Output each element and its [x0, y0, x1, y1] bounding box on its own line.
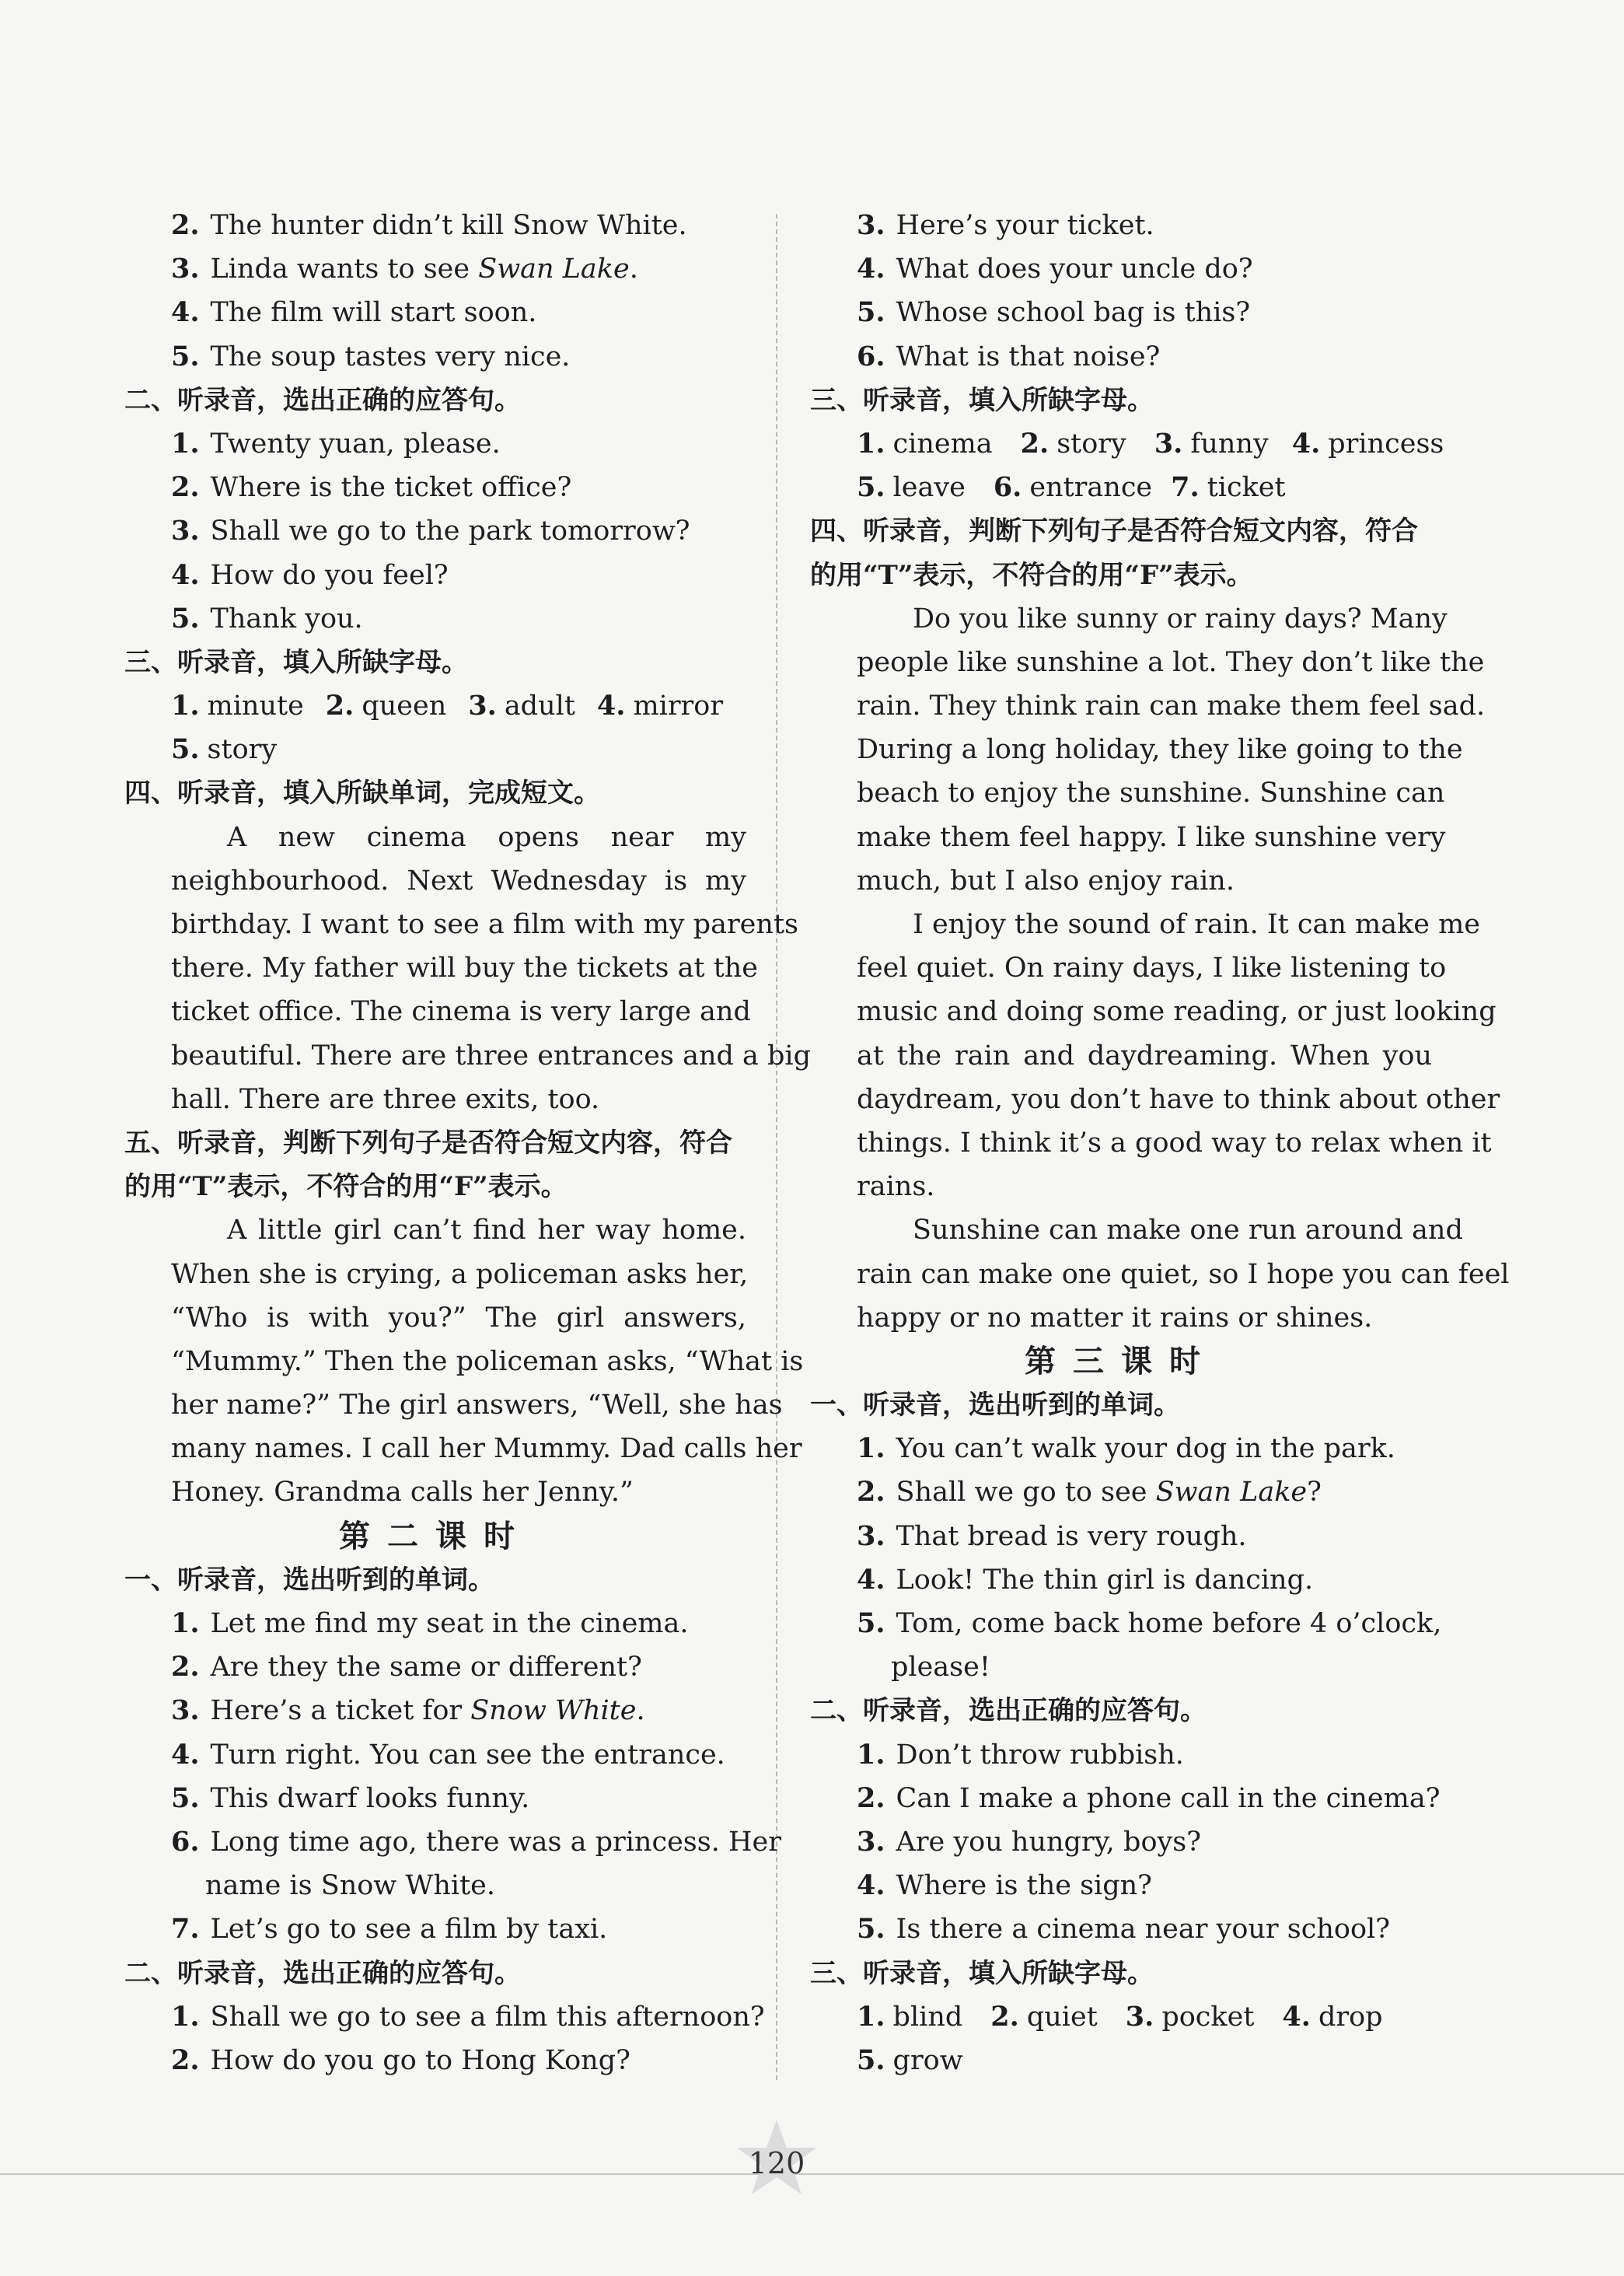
item-text: blind	[892, 2001, 963, 2033]
item-number: 5.	[171, 733, 200, 766]
item-number: 4.	[1291, 427, 1321, 460]
answer-row	[810, 1995, 1432, 2039]
paragraph-line: feel quiet. On rainy days, I like listening to	[857, 953, 1447, 984]
item-text: pocket	[1161, 2001, 1255, 2033]
item-number: 2.	[171, 1651, 200, 1683]
item-text: Let’s go to see a film by taxi.	[210, 1914, 608, 1946]
item-number: 3.	[857, 209, 885, 241]
item-number: 3.	[1154, 427, 1183, 460]
list-item	[124, 335, 746, 379]
item-number: 1.	[857, 427, 885, 460]
lesson-title: 第二课时	[339, 1517, 532, 1554]
list-item	[810, 1733, 1432, 1777]
item-text: Linda wants to see	[210, 253, 479, 285]
item-number: 1.	[857, 1738, 885, 1771]
item-number: 2.	[171, 471, 200, 504]
item-number: 4.	[171, 558, 200, 591]
list-item	[810, 204, 1432, 247]
paragraph	[124, 1208, 804, 1514]
item-text: Look! The thin girl is dancing.	[896, 1564, 1314, 1596]
paragraph-line: I enjoy the sound of rain. It can make me	[913, 909, 1481, 940]
paragraph-line: “Mummy.” Then the policeman asks, “What is	[171, 1345, 804, 1377]
section-heading: 的用“T”表示，不符合的用“F”表示。	[810, 559, 1253, 591]
item-text: Twenty yuan, please.	[210, 428, 501, 460]
item-text: Whose school bag is this?	[896, 297, 1251, 329]
paragraph-line: beach to enjoy the sunshine. Sunshine can	[857, 778, 1445, 809]
list-item	[124, 2039, 746, 2082]
item-text: quiet	[1026, 2001, 1098, 2033]
item-number: 1.	[857, 1432, 885, 1465]
list-item	[124, 509, 746, 553]
item-number: 4.	[857, 253, 885, 285]
item-text: grow	[892, 2044, 963, 2076]
paragraph-line: beautiful. There are three entrances and a big	[171, 1040, 812, 1072]
answer-item	[171, 684, 304, 728]
item-number: 6.	[171, 1825, 200, 1858]
item-number: 2.	[1020, 427, 1049, 460]
paragraph-line: music and doing some reading, or just looking	[857, 996, 1497, 1028]
list-item	[124, 466, 746, 509]
answer-item	[468, 684, 575, 728]
item-title: Swan Lake	[478, 253, 630, 285]
item-number: 7.	[1171, 471, 1200, 504]
item-text: That bread is very rough.	[896, 1520, 1247, 1552]
paragraph-line: there. My father will buy the tickets at the	[171, 953, 759, 984]
item-text: cinema	[892, 428, 993, 460]
item-text: name is Snow White.	[205, 1870, 496, 1902]
paragraph-line: at the rain and daydreaming. When you	[857, 1040, 1432, 1072]
list-item	[810, 1777, 1441, 1820]
list-item	[124, 1777, 746, 1820]
paragraph-line: Sunshine can make one run around and	[913, 1215, 1463, 1246]
item-number: 4.	[171, 1738, 200, 1771]
item-text: mirror	[633, 690, 724, 722]
paragraph-line: A new cinema opens near my	[227, 821, 746, 853]
answer-item	[1282, 1995, 1382, 2039]
item-text: Shall we go to see	[896, 1477, 1156, 1509]
item-number: 3.	[1125, 2000, 1154, 2033]
item-number: 4.	[857, 1869, 885, 1902]
item-text: The soup tastes very nice.	[210, 341, 571, 372]
item-number: 1.	[171, 690, 200, 722]
item-text: Shall we go to the park tomorrow?	[210, 516, 690, 547]
item-number: 5.	[171, 1781, 200, 1814]
paragraph-line: Honey. Grandma calls her Jenny.”	[171, 1477, 634, 1509]
paragraph-line: much, but I also enjoy rain.	[857, 865, 1235, 897]
item-number: 1.	[171, 1607, 200, 1639]
item-punct: .	[636, 1695, 645, 1727]
left-column	[124, 204, 812, 2082]
item-text: princess	[1328, 428, 1444, 460]
item-punct: .	[629, 253, 638, 285]
paragraph-line: rain. They think rain can make them feel sad.	[857, 690, 1486, 722]
section-heading: 三、听录音，填入所缺字母。	[124, 646, 468, 678]
list-item	[124, 1602, 746, 1645]
list-item	[810, 1470, 1432, 1514]
list-item	[810, 247, 1432, 291]
list-item	[124, 1645, 746, 1689]
section-heading: 三、听录音，填入所缺字母。	[810, 1957, 1154, 1989]
answer-row	[124, 684, 746, 728]
list-item	[124, 1820, 781, 1864]
item-text: How do you go to Hong Kong?	[210, 2044, 630, 2076]
answer-item	[990, 1995, 1097, 2039]
paragraph	[124, 816, 812, 1121]
item-number: 5.	[171, 602, 200, 635]
paragraph	[810, 597, 1486, 903]
answer-item	[857, 2039, 963, 2082]
paragraph-line: When she is crying, a policeman asks her,	[171, 1258, 749, 1290]
section-heading: 五、听录音，判断下列句子是否符合短文内容，符合	[124, 1127, 732, 1159]
list-item	[810, 1558, 1432, 1602]
item-number: 5.	[171, 340, 200, 372]
paragraph-line: daydream, you don’t have to think about other	[857, 1083, 1500, 1115]
paragraph-line: Do you like sunny or rainy days? Many	[913, 603, 1448, 635]
paragraph-line: happy or no matter it rains or shines.	[857, 1302, 1373, 1334]
item-number: 3.	[171, 253, 200, 285]
item-text: What does your uncle do?	[896, 253, 1253, 285]
paragraph-line: people like sunshine a lot. They don’t like the	[857, 646, 1485, 678]
item-text: queen	[361, 690, 447, 722]
answer-item	[597, 684, 723, 728]
paragraph-line: “Who is with you?” The girl answers,	[171, 1302, 746, 1334]
section-heading: 一、听录音，选出听到的单词。	[124, 1564, 494, 1596]
list-item	[124, 204, 746, 247]
item-number: 2.	[325, 690, 354, 722]
section-heading: 二、听录音，选出正确的应答句。	[124, 1957, 521, 1989]
paragraph-line: things. I think it’s a good way to relax when it	[857, 1127, 1492, 1159]
column-divider	[776, 214, 777, 2080]
right-column	[810, 204, 1510, 2082]
item-number: 4.	[1282, 2000, 1311, 2033]
answer-item	[1171, 466, 1285, 509]
section-heading: 四、听录音，填入所缺单词，完成短文。	[124, 778, 600, 809]
list-item	[124, 1689, 746, 1732]
list-item	[124, 1995, 765, 2039]
item-title: Snow White	[470, 1695, 637, 1727]
item-text: Tom, come back home before 4 o’clock,	[896, 1608, 1442, 1639]
section-heading: 二、听录音，选出正确的应答句。	[810, 1695, 1207, 1727]
list-item	[124, 597, 746, 641]
paragraph-line: her name?” The girl answers, “Well, she has	[171, 1390, 783, 1421]
item-number: 4.	[171, 296, 200, 329]
item-text: Here’s a ticket for	[210, 1695, 471, 1727]
list-item	[810, 1427, 1432, 1470]
item-text: story	[207, 734, 278, 766]
paragraph-line: birthday. I want to see a film with my parents	[171, 909, 798, 940]
item-text: Can I make a phone call in the cinema?	[896, 1782, 1441, 1814]
item-text: Turn right. You can see the entrance.	[210, 1739, 725, 1771]
item-number: 2.	[990, 2000, 1019, 2033]
list-item	[124, 422, 746, 466]
list-item	[810, 291, 1432, 334]
item-number: 4.	[596, 690, 626, 722]
item-text: The film will start soon.	[210, 297, 537, 329]
list-item	[810, 335, 1432, 379]
item-text: Don’t throw rubbish.	[896, 1739, 1184, 1771]
item-number: 1.	[857, 2000, 885, 2033]
item-number: 5.	[857, 1913, 885, 1946]
answer-item	[1292, 422, 1444, 466]
item-number: 5.	[857, 296, 885, 329]
list-item	[124, 1907, 746, 1951]
answer-item	[857, 1995, 962, 2039]
item-text: Where is the sign?	[896, 1870, 1152, 1902]
section-heading: 的用“T”表示，不符合的用“F”表示。	[124, 1171, 568, 1203]
item-text: Here’s your ticket.	[896, 210, 1154, 241]
answer-item	[857, 466, 966, 509]
answer-row	[810, 422, 1444, 466]
item-number: 3.	[468, 690, 497, 722]
answer-item	[171, 728, 277, 771]
list-item	[810, 1864, 1432, 1907]
section-heading: 四、听录音，判断下列句子是否符合短文内容，符合	[810, 516, 1418, 547]
paragraph-line: A little girl can’t find her way home.	[227, 1215, 746, 1246]
list-item	[810, 1907, 1432, 1951]
item-text: Long time ago, there was a princess. Her	[210, 1826, 781, 1858]
paragraph-line: hall. There are three exits, too.	[171, 1083, 600, 1115]
item-text: entrance	[1029, 472, 1153, 504]
list-item	[810, 1602, 1442, 1645]
answer-item	[1021, 422, 1126, 466]
item-number: 1.	[171, 2000, 200, 2033]
paragraph	[810, 903, 1500, 1208]
item-number: 3.	[857, 1519, 885, 1552]
item-text: drop	[1318, 2001, 1383, 2033]
item-text: The hunter didn’t kill Snow White.	[210, 210, 687, 241]
item-text: You can’t walk your dog in the park.	[896, 1433, 1395, 1465]
paragraph-line: make them feel happy. I like sunshine very	[857, 821, 1446, 853]
item-title: Swan Lake	[1155, 1477, 1308, 1509]
list-item	[124, 1733, 746, 1777]
item-text: Are they the same or different?	[210, 1652, 642, 1683]
list-item	[810, 1820, 1432, 1864]
item-number: 5.	[857, 2044, 885, 2076]
answer-row	[124, 728, 746, 771]
item-text: leave	[892, 472, 966, 504]
item-punct: ?	[1307, 1477, 1322, 1509]
item-text: story	[1056, 428, 1126, 460]
answer-item	[857, 422, 993, 466]
page-number: 120	[748, 2146, 805, 2180]
item-text: This dwarf looks funny.	[210, 1782, 530, 1814]
item-text: please!	[891, 1652, 990, 1683]
paragraph-line: rain can make one quiet, so I hope you can feel	[857, 1258, 1510, 1290]
item-number: 6.	[993, 471, 1022, 504]
item-text: Where is the ticket office?	[210, 472, 572, 504]
item-number: 2.	[857, 1476, 885, 1509]
paragraph-line: During a long holiday, they like going to the	[857, 734, 1463, 766]
item-text: Shall we go to see a film this afternoon?	[210, 2001, 765, 2033]
item-number: 3.	[857, 1825, 885, 1858]
section-heading: 二、听录音，选出正确的应答句。	[124, 384, 521, 416]
item-text: What is that noise?	[896, 341, 1161, 372]
list-item	[124, 247, 746, 291]
paragraph-line: many names. I call her Mummy. Dad calls her	[171, 1433, 802, 1465]
list-item	[124, 554, 746, 597]
item-number: 2.	[171, 2044, 200, 2076]
section-heading: 三、听录音，填入所缺字母。	[810, 384, 1154, 416]
item-text: ticket	[1207, 472, 1286, 504]
list-item	[810, 1645, 1432, 1689]
section-heading: 一、听录音，选出听到的单词。	[810, 1390, 1180, 1421]
list-item	[124, 1864, 746, 1907]
answer-row	[810, 466, 1432, 509]
answer-item	[994, 466, 1152, 509]
answer-item	[1154, 422, 1269, 466]
item-number: 4.	[857, 1563, 885, 1596]
item-text: Let me find my seat in the cinema.	[210, 1608, 689, 1639]
paragraph	[810, 1208, 1510, 1340]
item-number: 5.	[857, 471, 885, 504]
item-text: minute	[207, 690, 304, 722]
paragraph-line: neighbourhood. Next Wednesday is my	[171, 865, 746, 897]
page-number-badge	[734, 2117, 819, 2202]
list-item	[124, 291, 746, 334]
item-number: 2.	[171, 209, 200, 241]
item-number: 1.	[171, 427, 200, 460]
item-text: funny	[1190, 428, 1269, 460]
answer-item	[326, 684, 446, 728]
item-number: 6.	[857, 340, 885, 372]
item-text: How do you feel?	[210, 559, 449, 591]
item-text: Are you hungry, boys?	[896, 1826, 1202, 1858]
paragraph-line: ticket office. The cinema is very large and	[171, 996, 751, 1028]
item-number: 7.	[171, 1913, 200, 1946]
lesson-title: 第三课时	[1025, 1342, 1217, 1379]
item-number: 5.	[857, 1607, 885, 1639]
item-number: 3.	[171, 515, 200, 547]
answer-item	[1126, 1995, 1255, 2039]
paragraph-line: rains.	[857, 1171, 935, 1203]
item-text: adult	[504, 690, 575, 722]
item-number: 2.	[857, 1781, 885, 1814]
item-text: Is there a cinema near your school?	[896, 1914, 1390, 1946]
item-text: Thank you.	[210, 603, 363, 635]
item-number: 3.	[171, 1694, 200, 1727]
answer-row	[810, 2039, 1432, 2082]
list-item	[810, 1515, 1432, 1558]
